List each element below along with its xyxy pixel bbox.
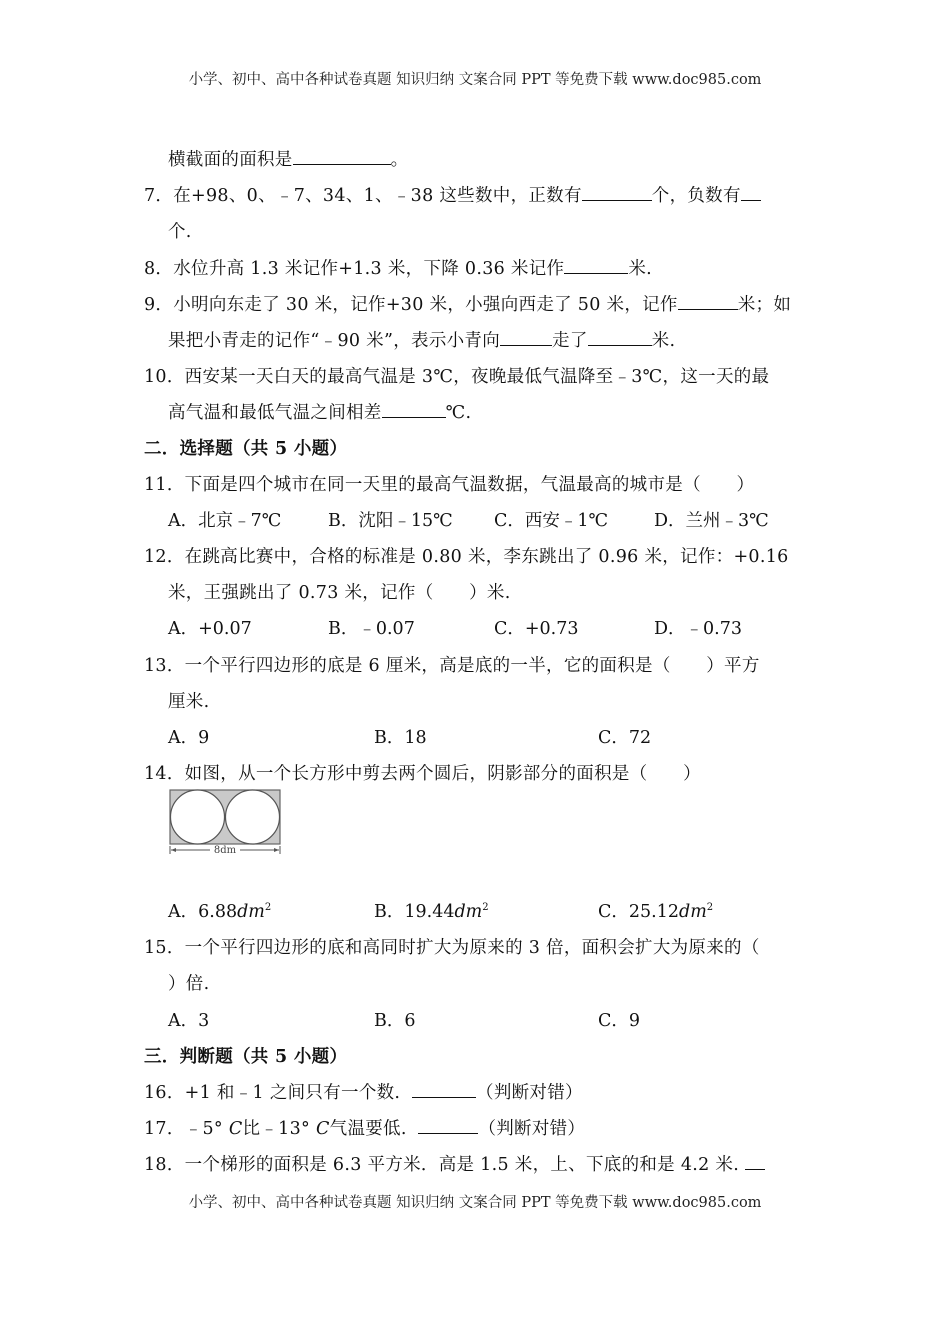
option-c[interactable]: C．+0.73: [494, 619, 579, 639]
option-a[interactable]: A．北京﹣7℃: [168, 511, 282, 531]
answer-blank[interactable]: [745, 1154, 765, 1170]
option-a[interactable]: A．9: [168, 728, 210, 748]
page-footer: 小学、初中、高中各种试卷真题 知识归纳 文案合同 PPT 等免费下载 www.doc985.com: [188, 1195, 762, 1211]
question-10-line2: 高气温和最低气温之间相差 ℃.: [168, 403, 472, 423]
question-13-line2: 厘米.: [168, 692, 210, 712]
question-12-line2: 米，王强跳出了 0.73 米，记作（ ）米.: [168, 583, 511, 603]
option-c[interactable]: C．72: [598, 728, 652, 748]
question-18: 18．一个梯形的面积是 6.3 平方米．高是 1.5 米，上、下底的和是 4.2 米.: [144, 1151, 765, 1176]
answer-blank[interactable]: [412, 1082, 476, 1098]
option-b[interactable]: B．﹣0.07: [328, 619, 415, 639]
section-title-judge: 三．判断题（共 5 小题）: [144, 1047, 348, 1067]
option-b[interactable]: B．沈阳﹣15℃: [328, 511, 453, 531]
section-title-choice: 二．选择题（共 5 小题）: [144, 439, 348, 459]
question-15: 15．一个平行四边形的底和高同时扩大为原来的 3 倍，面积会扩大为原来的（: [144, 938, 760, 958]
option-c[interactable]: C．西安﹣1℃: [494, 511, 609, 531]
question-15-line2: ）倍.: [168, 974, 210, 994]
answer-blank[interactable]: [564, 258, 628, 274]
question-7: 7．在+98、0、﹣7、34、1、﹣38 这些数中，正数有 个，负数有: [144, 182, 761, 207]
option-d[interactable]: D．兰州﹣3℃: [654, 511, 769, 531]
question-17: 17．﹣5° C比﹣13° C气温要低. （判断对错）: [144, 1119, 586, 1139]
option-d[interactable]: D．﹣0.73: [654, 619, 742, 639]
answer-blank[interactable]: [741, 185, 761, 201]
figure-length-label: 8dm: [213, 845, 237, 854]
answer-blank[interactable]: [382, 402, 446, 418]
question-11: 11．下面是四个城市在同一天里的最高气温数据，气温最高的城市是（ ）: [144, 475, 755, 495]
answer-blank[interactable]: [582, 185, 652, 201]
option-c[interactable]: C．$25.12dm^2$: [598, 902, 714, 922]
question-7-line2: 个.: [168, 222, 192, 242]
question-9: 9．小明向东走了 30 米，记作+30 米，小强向西走了 50 米，记作 米；如: [144, 295, 792, 315]
answer-blank[interactable]: [678, 294, 738, 310]
answer-blank[interactable]: [588, 330, 652, 346]
option-a[interactable]: A．3: [168, 1011, 210, 1031]
question-8: 8．水位升高 1.3 米记作+1.3 米，下降 0.36 米记作 米.: [144, 259, 653, 279]
option-a[interactable]: A．+0.07: [168, 619, 252, 639]
option-a[interactable]: A．$6.88dm^2$: [168, 902, 272, 922]
answer-blank[interactable]: [293, 149, 391, 165]
question-12: 12．在跳高比赛中，合格的标准是 0.80 米，李东跳出了 0.96 米，记作：+0.16: [144, 547, 789, 567]
option-b[interactable]: B．$19.44dm^2$: [374, 902, 489, 922]
answer-blank[interactable]: [418, 1118, 478, 1134]
option-c[interactable]: C．9: [598, 1011, 641, 1031]
rectangle-two-circles-figure: [168, 788, 284, 854]
question-14: 14．如图，从一个长方形中剪去两个圆后，阴影部分的面积是（ ）: [144, 764, 701, 784]
q6-continuation: 横截面的面积是 。: [168, 150, 409, 170]
question-13: 13．一个平行四边形的底是 6 厘米，高是底的一半，它的面积是（ ）平方: [144, 656, 760, 676]
question-10: 10．西安某一天白天的最高气温是 3℃，夜晚最低气温降至﹣3℃，这一天的最: [144, 367, 770, 387]
option-b[interactable]: B．6: [374, 1011, 416, 1031]
question-16: 16．+1 和﹣1 之间只有一个数. （判断对错）: [144, 1083, 583, 1103]
page-header: 小学、初中、高中各种试卷真题 知识归纳 文案合同 PPT 等免费下载 www.doc985.com: [188, 72, 762, 88]
answer-blank[interactable]: [500, 330, 552, 346]
question-9-line2: 果把小青走的记作“﹣90 米”，表示小青向 走了 米.: [168, 331, 676, 351]
option-b[interactable]: B．18: [374, 728, 427, 748]
